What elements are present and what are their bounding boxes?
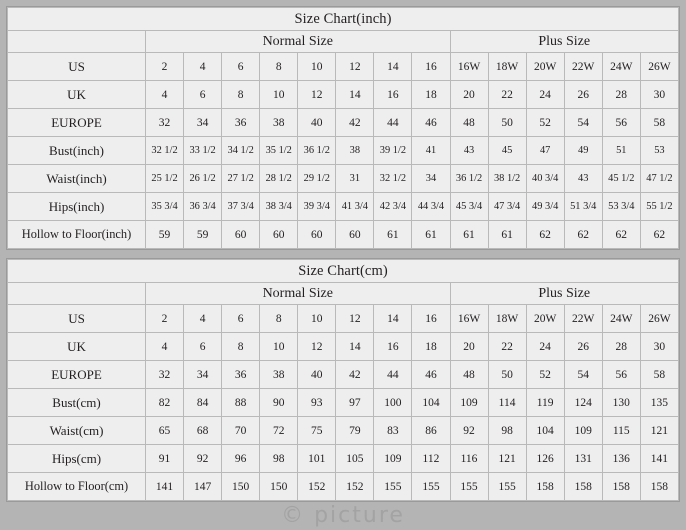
table-cell: 14 [336,333,374,361]
size-chart-cm-table [7,259,679,501]
table-cell: 79 [336,417,374,445]
table-cell: 6 [222,53,260,81]
table-cell: 158 [640,473,678,501]
table-cell: 68 [184,417,222,445]
table-cell: 22 [488,81,526,109]
table-cell: 109 [374,445,412,473]
table-cell: 34 [184,361,222,389]
table-cell: 115 [602,417,640,445]
group-header-plus-size: Plus Size [450,31,679,53]
table-cell: 101 [298,445,336,473]
table-cell: 49 [564,137,602,165]
table-row [8,333,679,361]
table-cell: 152 [298,473,336,501]
table-cell: 121 [488,445,526,473]
table-cell: 41 3/4 [336,193,374,221]
table-cell: 10 [260,81,298,109]
table-cell: 72 [260,417,298,445]
table-cell: 36 1/2 [450,165,488,193]
table-row [8,165,679,193]
table-cell: 36 1/2 [298,137,336,165]
table-cell: 98 [260,445,298,473]
table-cell: 93 [298,389,336,417]
table-cell: 56 [602,109,640,137]
table-cell: 59 [184,221,222,249]
row-label: UK [8,333,146,361]
row-label: EUROPE [8,109,146,137]
table-cell: 32 [146,361,184,389]
table-row [8,361,679,389]
size-chart-inch-table [7,7,679,249]
table-cell: 26 [564,333,602,361]
table-title-row [8,8,679,31]
table-cell: 83 [374,417,412,445]
table-cell: 2 [146,53,184,81]
table-cell: 18W [488,53,526,81]
size-chart-inch-block [6,6,680,250]
table-cell: 75 [298,417,336,445]
table-cell: 38 1/2 [488,165,526,193]
table-cell: 20 [450,333,488,361]
table-row [8,137,679,165]
table-cell: 18 [412,333,450,361]
row-label: US [8,53,146,81]
table-cell: 61 [412,221,450,249]
table-cell: 109 [450,389,488,417]
table-cell: 55 1/2 [640,193,678,221]
table-cell: 58 [640,361,678,389]
table-cell: 119 [526,389,564,417]
table-cell: 10 [260,333,298,361]
table-cell: 30 [640,333,678,361]
table-cell: 100 [374,389,412,417]
group-header-plus-size: Plus Size [450,283,679,305]
table-cell: 49 3/4 [526,193,564,221]
table-cell: 39 1/2 [374,137,412,165]
row-label: Hollow to Floor(cm) [8,473,146,501]
table-cell: 46 [412,109,450,137]
table-cell: 10 [298,53,336,81]
table-cell: 36 3/4 [184,193,222,221]
table-cell: 6 [184,81,222,109]
row-label: US [8,305,146,333]
table-cell: 12 [336,305,374,333]
table-cell: 32 1/2 [146,137,184,165]
table-cell: 8 [260,305,298,333]
table-cell: 42 [336,109,374,137]
table-cell: 24W [602,305,640,333]
table-cell: 50 [488,109,526,137]
table-group-row [8,283,679,305]
table-cell: 31 [336,165,374,193]
corner-cell [8,283,146,305]
corner-cell [8,31,146,53]
table-cell: 36 [222,109,260,137]
table-cell: 158 [526,473,564,501]
table-cell: 37 3/4 [222,193,260,221]
table-cell: 150 [222,473,260,501]
table-row [8,445,679,473]
table-row [8,417,679,445]
table-cell: 16 [412,53,450,81]
table-cell: 51 3/4 [564,193,602,221]
table-row [8,81,679,109]
table-cell: 47 3/4 [488,193,526,221]
table-cell: 10 [298,305,336,333]
table-cell: 4 [184,53,222,81]
table-cell: 47 [526,137,564,165]
row-label: EUROPE [8,361,146,389]
table-cell: 54 [564,109,602,137]
table-cell: 126 [526,445,564,473]
table-cell: 98 [488,417,526,445]
table-cell: 90 [260,389,298,417]
table-cell: 121 [640,417,678,445]
table-cell: 62 [602,221,640,249]
table-cell: 135 [640,389,678,417]
table-cell: 38 [260,109,298,137]
table-cell: 44 [374,109,412,137]
table-cell: 14 [374,305,412,333]
table-cell: 82 [146,389,184,417]
table-group-row [8,31,679,53]
table-cell: 62 [526,221,564,249]
table-cell: 35 1/2 [260,137,298,165]
table-cell: 2 [146,305,184,333]
table-cell: 32 [146,109,184,137]
table-cell: 155 [412,473,450,501]
table-cell: 52 [526,361,564,389]
table-cell: 34 1/2 [222,137,260,165]
table-cell: 104 [526,417,564,445]
table-cell: 47 1/2 [640,165,678,193]
table-cell: 24W [602,53,640,81]
table-cell: 105 [336,445,374,473]
table-cell: 16W [450,305,488,333]
table-cell: 33 1/2 [184,137,222,165]
table-cell: 152 [336,473,374,501]
table-cell: 45 [488,137,526,165]
table-cell: 20W [526,305,564,333]
table-cell: 116 [450,445,488,473]
table-cell: 62 [640,221,678,249]
table-cell: 40 3/4 [526,165,564,193]
table-cell: 26W [640,53,678,81]
table-cell: 147 [184,473,222,501]
table-cell: 48 [450,361,488,389]
table-title-row [8,260,679,283]
table-cell: 97 [336,389,374,417]
table-cell: 136 [602,445,640,473]
table-cell: 26 [564,81,602,109]
table-cell: 36 [222,361,260,389]
table-cell: 109 [564,417,602,445]
table-cell: 158 [602,473,640,501]
table-cell: 18W [488,305,526,333]
table-cell: 130 [602,389,640,417]
table-cell: 20W [526,53,564,81]
table-cell: 58 [640,109,678,137]
table-cell: 20 [450,81,488,109]
table-cell: 104 [412,389,450,417]
table-cell: 61 [450,221,488,249]
table-cell: 22W [564,305,602,333]
table-cell: 40 [298,361,336,389]
table-cell: 35 3/4 [146,193,184,221]
size-chart-cm-block [6,258,680,502]
table-cell: 96 [222,445,260,473]
table-cell: 25 1/2 [146,165,184,193]
table-cell: 51 [602,137,640,165]
table-cell: 38 [260,361,298,389]
table-cell: 8 [222,81,260,109]
table-cell: 131 [564,445,602,473]
table-cell: 4 [146,81,184,109]
table-cell: 16 [374,81,412,109]
table-cell: 155 [374,473,412,501]
table-cell: 38 3/4 [260,193,298,221]
table-cell: 48 [450,109,488,137]
group-header-normal-size: Normal Size [146,283,451,305]
table-cell: 14 [374,53,412,81]
table-cell: 50 [488,361,526,389]
table-cell: 114 [488,389,526,417]
chart-title: Size Chart(inch) [8,8,679,31]
table-cell: 91 [146,445,184,473]
row-label: Hips(inch) [8,193,146,221]
row-label: Bust(cm) [8,389,146,417]
table-cell: 26 1/2 [184,165,222,193]
table-cell: 155 [488,473,526,501]
table-cell: 12 [336,53,374,81]
table-cell: 27 1/2 [222,165,260,193]
table-cell: 28 1/2 [260,165,298,193]
table-cell: 53 [640,137,678,165]
row-label: UK [8,81,146,109]
table-cell: 34 [412,165,450,193]
table-cell: 42 3/4 [374,193,412,221]
table-cell: 88 [222,389,260,417]
table-cell: 70 [222,417,260,445]
table-cell: 30 [640,81,678,109]
table-cell: 18 [412,81,450,109]
table-cell: 44 3/4 [412,193,450,221]
table-cell: 26W [640,305,678,333]
chart-title: Size Chart(cm) [8,260,679,283]
table-cell: 61 [488,221,526,249]
table-cell: 61 [374,221,412,249]
row-label: Waist(inch) [8,165,146,193]
table-cell: 141 [146,473,184,501]
table-cell: 56 [602,361,640,389]
table-cell: 24 [526,81,564,109]
table-cell: 92 [450,417,488,445]
table-cell: 54 [564,361,602,389]
table-cell: 6 [184,333,222,361]
table-cell: 38 [336,137,374,165]
table-cell: 41 [412,137,450,165]
table-cell: 22 [488,333,526,361]
table-cell: 60 [298,221,336,249]
table-cell: 45 3/4 [450,193,488,221]
row-label: Hips(cm) [8,445,146,473]
table-cell: 150 [260,473,298,501]
table-cell: 8 [260,53,298,81]
table-cell: 44 [374,361,412,389]
table-row [8,305,679,333]
table-cell: 155 [450,473,488,501]
table-cell: 32 1/2 [374,165,412,193]
table-cell: 8 [222,333,260,361]
row-label: Waist(cm) [8,417,146,445]
table-cell: 45 1/2 [602,165,640,193]
group-header-normal-size: Normal Size [146,31,451,53]
table-cell: 16W [450,53,488,81]
table-cell: 46 [412,361,450,389]
table-cell: 16 [412,305,450,333]
table-cell: 43 [564,165,602,193]
table-cell: 24 [526,333,564,361]
table-cell: 12 [298,81,336,109]
table-cell: 22W [564,53,602,81]
table-cell: 4 [146,333,184,361]
table-cell: 86 [412,417,450,445]
table-cell: 52 [526,109,564,137]
table-cell: 29 1/2 [298,165,336,193]
table-cell: 6 [222,305,260,333]
table-cell: 28 [602,333,640,361]
table-cell: 39 3/4 [298,193,336,221]
table-row [8,473,679,501]
table-cell: 124 [564,389,602,417]
row-label: Hollow to Floor(inch) [8,221,146,249]
table-cell: 84 [184,389,222,417]
table-cell: 62 [564,221,602,249]
table-row [8,389,679,417]
table-cell: 43 [450,137,488,165]
table-cell: 92 [184,445,222,473]
table-cell: 42 [336,361,374,389]
table-cell: 34 [184,109,222,137]
table-cell: 158 [564,473,602,501]
table-cell: 12 [298,333,336,361]
table-cell: 112 [412,445,450,473]
table-cell: 141 [640,445,678,473]
table-cell: 60 [260,221,298,249]
table-cell: 28 [602,81,640,109]
table-cell: 14 [336,81,374,109]
table-row [8,109,679,137]
table-cell: 65 [146,417,184,445]
table-cell: 60 [222,221,260,249]
table-row [8,53,679,81]
watermark: © picture [281,503,405,528]
table-cell: 59 [146,221,184,249]
row-label: Bust(inch) [8,137,146,165]
table-cell: 4 [184,305,222,333]
table-cell: 53 3/4 [602,193,640,221]
table-cell: 40 [298,109,336,137]
table-cell: 16 [374,333,412,361]
table-cell: 60 [336,221,374,249]
table-row [8,221,679,249]
table-row [8,193,679,221]
